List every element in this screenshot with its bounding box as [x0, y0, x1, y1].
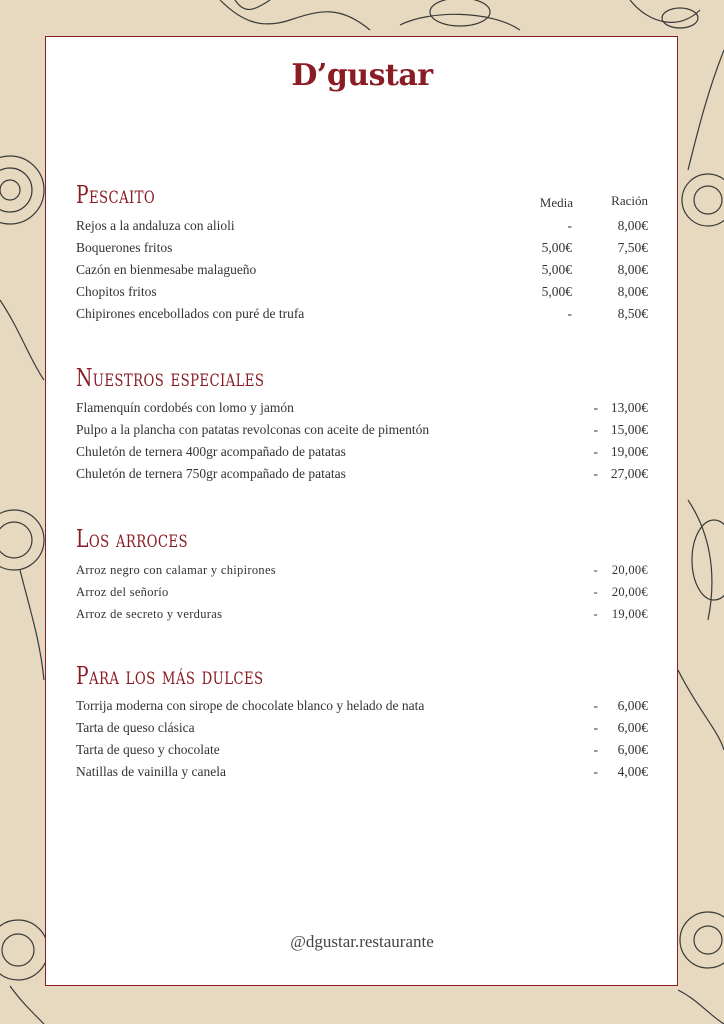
menu-item: Arroz del señorío - 20,00€: [76, 585, 648, 599]
section-title: Nuestros especiales: [76, 364, 265, 392]
column-header-racion: Ración: [611, 193, 648, 208]
floral-illustration-bottom-right: [678, 880, 724, 1024]
section-para-los-mas-dulces: [76, 661, 650, 783]
section-los-arroces: [76, 524, 650, 625]
menu-item: Torrija moderna con sirope de chocolate blanco y helado de nata - 6,00€: [76, 698, 648, 713]
menu-item: Pulpo a la plancha con patatas revolconas con aceite de pimentón - 15,00€: [76, 422, 648, 437]
section-pescaito: [76, 180, 650, 325]
menu-item: Chopitos fritos 5,00€ 8,00€: [76, 284, 648, 299]
menu-item: Arroz negro con calamar y chipirones - 20,00€: [76, 563, 648, 577]
menu-item: Arroz de secreto y verduras - 19,00€: [76, 607, 648, 621]
floral-illustration-top: [200, 0, 724, 40]
menu-item: Boquerones fritos 5,00€ 7,50€: [76, 240, 648, 255]
menu-card: [45, 36, 678, 986]
menu-item: Cazón en bienmesabe malagueño 5,00€ 8,00€: [76, 262, 648, 277]
floral-illustration-left: [0, 120, 46, 680]
floral-illustration-bottom-left: [0, 900, 46, 1024]
menu-item: Tarta de queso y chocolate - 6,00€: [76, 742, 648, 757]
section-title: Pescaito: [76, 181, 156, 209]
menu-item: Rejos a la andaluza con alioli - 8,00€: [76, 218, 648, 233]
section-nuestros-especiales: [76, 363, 650, 485]
social-handle[interactable]: @dgustar.restaurante: [290, 932, 434, 951]
menu-item: Chuletón de ternera 400gr acompañado de patatas - 19,00€: [76, 444, 648, 459]
menu-item: Chipirones encebollados con puré de trufa - 8,50€: [76, 306, 648, 321]
column-header-media: Media: [539, 195, 573, 210]
menu-item: Flamenquín cordobés con lomo y jamón - 13,00€: [76, 400, 648, 415]
menu-item: Tarta de queso clásica - 6,00€: [76, 720, 648, 735]
menu-item: Natillas de vainilla y canela - 4,00€: [76, 764, 648, 779]
floral-illustration-right: [678, 30, 724, 750]
section-title: Los arroces: [76, 525, 188, 553]
menu-item: Chuletón de ternera 750gr acompañado de patatas - 27,00€: [76, 466, 648, 481]
restaurant-title: D’gustar: [291, 58, 433, 93]
section-title: Para los más dulces: [76, 662, 264, 690]
